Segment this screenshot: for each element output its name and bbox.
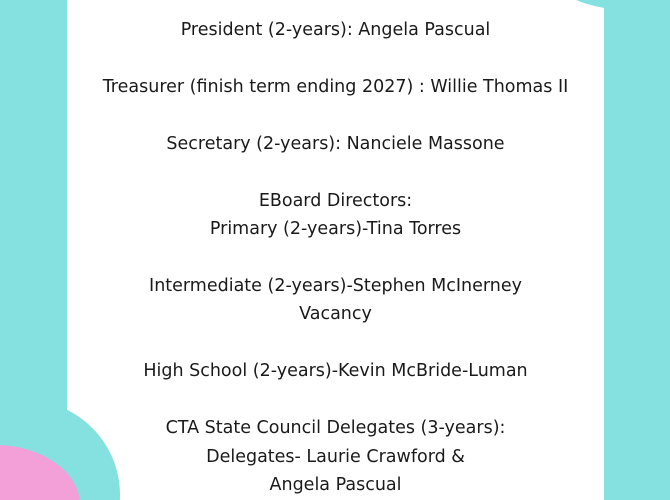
- delegates-line-continued: Angela Pascual: [269, 475, 402, 495]
- high-school-director-line: High School (2-years)-Kevin McBride-Luman: [143, 361, 528, 381]
- secretary-line: Secretary (2-years): Nanciele Massone: [166, 134, 505, 154]
- delegates-line: Delegates- Laurie Crawford &: [206, 447, 465, 467]
- vacancy-line: Vacancy: [299, 304, 372, 324]
- primary-director-line: Primary (2-years)-Tina Torres: [209, 219, 462, 239]
- president-line: President (2-years): Angela Pascual: [180, 20, 491, 40]
- treasurer-line: Treasurer (finish term ending 2027) : Willie Thomas II: [102, 77, 569, 97]
- eboard-directors-heading: EBoard Directors:: [258, 191, 413, 211]
- intermediate-director-line: Intermediate (2-years)-Stephen McInerney: [149, 276, 522, 296]
- state-council-heading: CTA State Council Delegates (3-years):: [165, 418, 506, 438]
